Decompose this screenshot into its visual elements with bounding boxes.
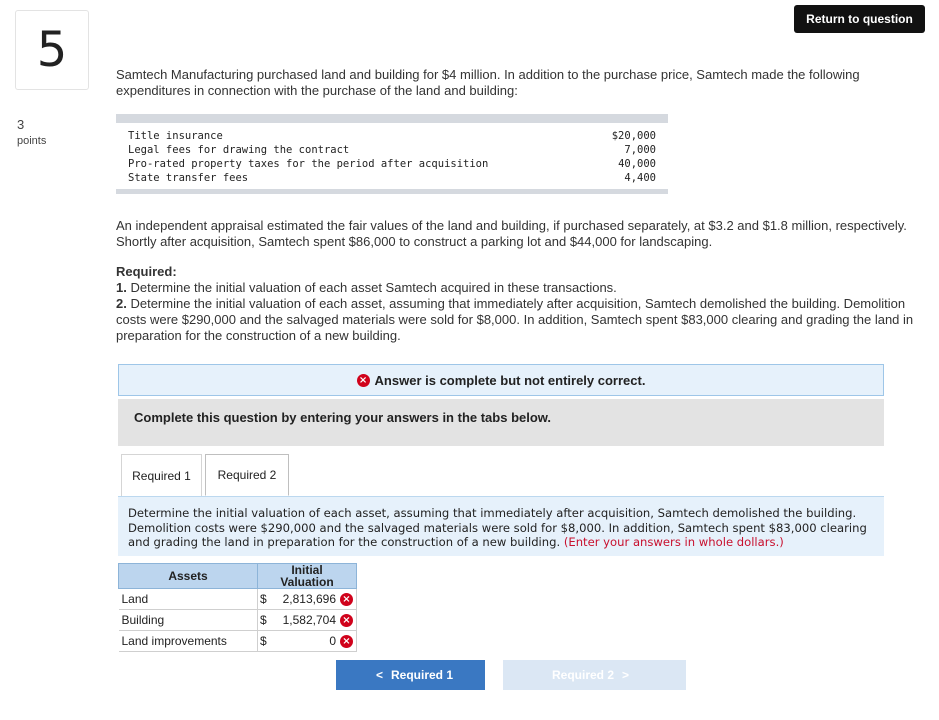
chevron-right-icon: > (622, 668, 630, 682)
valuation-value[interactable]: 0 (329, 634, 336, 648)
asset-name: Land improvements (119, 631, 258, 652)
incorrect-icon: × (340, 614, 353, 627)
currency-symbol: $ (260, 592, 267, 606)
table-row (119, 631, 357, 652)
valuation-header: Initial Valuation (258, 564, 357, 589)
cost-label: Legal fees for drawing the contract (128, 144, 350, 156)
currency-symbol: $ (260, 634, 267, 648)
incorrect-icon: × (340, 593, 353, 606)
question-number: 5 (15, 10, 89, 90)
chevron-left-icon: < (375, 668, 383, 682)
cost-amount: $20,000 (611, 130, 656, 142)
cost-label: Pro-rated property taxes for the period after acquisition (128, 158, 489, 170)
costs-table (116, 114, 668, 194)
cost-row (128, 171, 656, 185)
instructions-note: (Enter your answers in whole dollars.) (563, 535, 784, 549)
table-row (119, 610, 357, 631)
asset-name: Land (119, 589, 258, 610)
cost-amount: 4,400 (624, 172, 656, 184)
next-label: Required 2 (551, 668, 614, 682)
cost-row (128, 157, 656, 171)
valuation-value[interactable]: 1,582,704 (282, 613, 336, 627)
cost-amount: 40,000 (618, 158, 656, 170)
prev-label: Required 1 (391, 668, 454, 682)
currency-symbol: $ (260, 613, 267, 627)
answer-status-banner (118, 364, 884, 396)
incorrect-icon: × (340, 635, 353, 648)
return-to-question-button[interactable]: Return to question (794, 5, 925, 33)
assets-header: Assets (119, 564, 258, 589)
required-section (116, 264, 926, 344)
points-value: 3 (17, 117, 25, 132)
required-item-2: 2. Determine the initial valuation of each asset, assuming that immediately after acquisition, Samtech demolished the building. Demolition costs were $290,000 and the salvaged materials were sold for $8,000. In addition, Samtech spent $83,000 clearing and grading the land in preparation for the construction of a new building. (116, 296, 914, 343)
table-row (119, 589, 357, 610)
valuation-table (118, 563, 357, 652)
complete-instructions: Complete this question by entering your answers in the tabs below. (118, 399, 884, 446)
land-improvements-valuation-input[interactable] (258, 631, 357, 652)
tab-instructions (118, 496, 884, 556)
next-required-button[interactable] (503, 660, 686, 690)
required-item-1: 1. Determine the initial valuation of each asset Samtech acquired in these transactions. (116, 280, 617, 295)
cost-label: Title insurance (128, 130, 223, 142)
cost-row (128, 129, 656, 143)
appraisal-text: An independent appraisal estimated the fair values of the land and building, if purchased separately, at $3.2 and $1.8 million, respectively. Shortly after acquisition, Samtech spent $86,000 to construct a parking lot and $44,000 for landscaping. (116, 218, 907, 249)
required-heading: Required: (116, 264, 177, 279)
answer-status-text: Answer is complete but not entirely correct. (374, 372, 646, 388)
cost-amount: 7,000 (624, 144, 656, 156)
asset-name: Building (119, 610, 258, 631)
valuation-value[interactable]: 2,813,696 (282, 592, 336, 606)
cost-label: State transfer fees (128, 172, 249, 184)
tab-required-1[interactable]: Required 1 (121, 454, 202, 496)
points-label: points (17, 135, 47, 147)
building-valuation-input[interactable] (258, 610, 357, 631)
incorrect-icon: × (357, 374, 370, 387)
land-valuation-input[interactable] (258, 589, 357, 610)
tab-required-2[interactable]: Required 2 (205, 454, 289, 496)
prev-required-button[interactable] (336, 660, 485, 690)
instructions-text: Determine the initial valuation of each asset, assuming that immediately after acquisition, Samtech demolished the building. Demolition costs were $290,000 and the salvaged materials were sold for $8,000. In addition, Samtech spent $83,000 clearing and grading the land in preparation for the construction of a new building. (128, 506, 867, 549)
cost-row (128, 143, 656, 157)
question-intro: Samtech Manufacturing purchased land and building for $4 million. In addition to the purchase price, Samtech made the following expenditures in connection with the purchase of the land and building: (116, 67, 860, 98)
